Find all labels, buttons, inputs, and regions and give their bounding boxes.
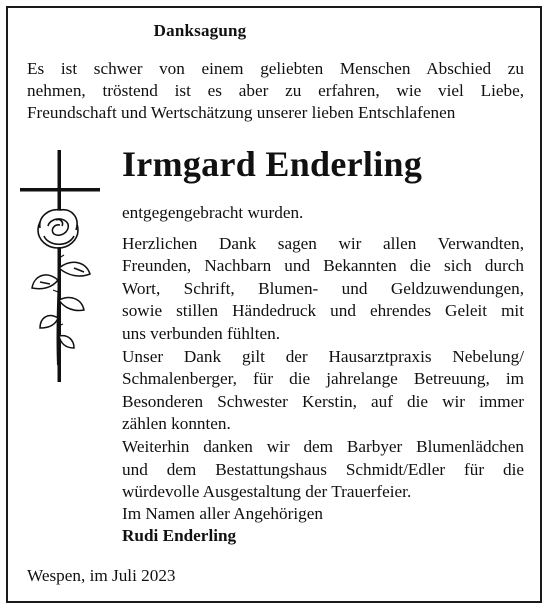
body-line: und dem Bestattungshaus Schmidt/Edler für die	[122, 459, 524, 479]
deceased-name: Irmgard Enderling	[122, 144, 423, 184]
notice-heading: Danksagung	[153, 21, 247, 40]
intro-line: nehmen, tröstend ist es aber zu erfahren, wie viel Liebe,	[27, 81, 524, 100]
body-line: sowie stillen Händedruck und ehrendes Geleit mit	[122, 301, 524, 321]
signature-intro: Im Namen aller Angehörigen	[122, 504, 323, 523]
body-line: entgegengebracht wurden.	[122, 203, 304, 222]
body-line: Herzlichen Dank sagen wir allen Verwandten,	[122, 233, 524, 253]
intro-paragraph	[27, 58, 524, 124]
paragraph-gap	[122, 225, 524, 233]
body-line: Freunden, Nachbarn und Bekannten die sich durch	[122, 256, 524, 276]
body-line: Unser Dank gilt der Hausarztpraxis Nebelung/	[122, 346, 524, 366]
body-line: Weiterhin danken wir dem Barbyer Blumenlädchen	[122, 436, 524, 456]
intro-line: Freundschaft und Wertschätzung unserer lieben Entschlafenen	[27, 103, 456, 122]
body-line: Wort, Schrift, Blumen- und Geldzuwendungen,	[122, 278, 524, 298]
body-line: uns verbunden fühlten.	[122, 323, 280, 343]
body-line: zählen konnten.	[122, 414, 231, 434]
place-and-date: Wespen, im Juli 2023	[27, 566, 176, 585]
body-line: Schmalenberger, für die jahrelange Betreuung, im	[122, 369, 524, 389]
signature-block	[122, 503, 323, 547]
body-line: würdevolle Ausgestaltung der Trauerfeier.	[122, 482, 412, 502]
signature-name: Rudi Enderling	[122, 526, 237, 545]
intro-line: Es ist schwer von einem geliebten Menschen Abschied zu	[27, 59, 524, 78]
body-line: Besonderen Schwester Kerstin, auf die wir immer	[122, 391, 524, 411]
cross-with-rose-icon	[20, 150, 102, 385]
thanks-paragraph	[122, 202, 524, 504]
